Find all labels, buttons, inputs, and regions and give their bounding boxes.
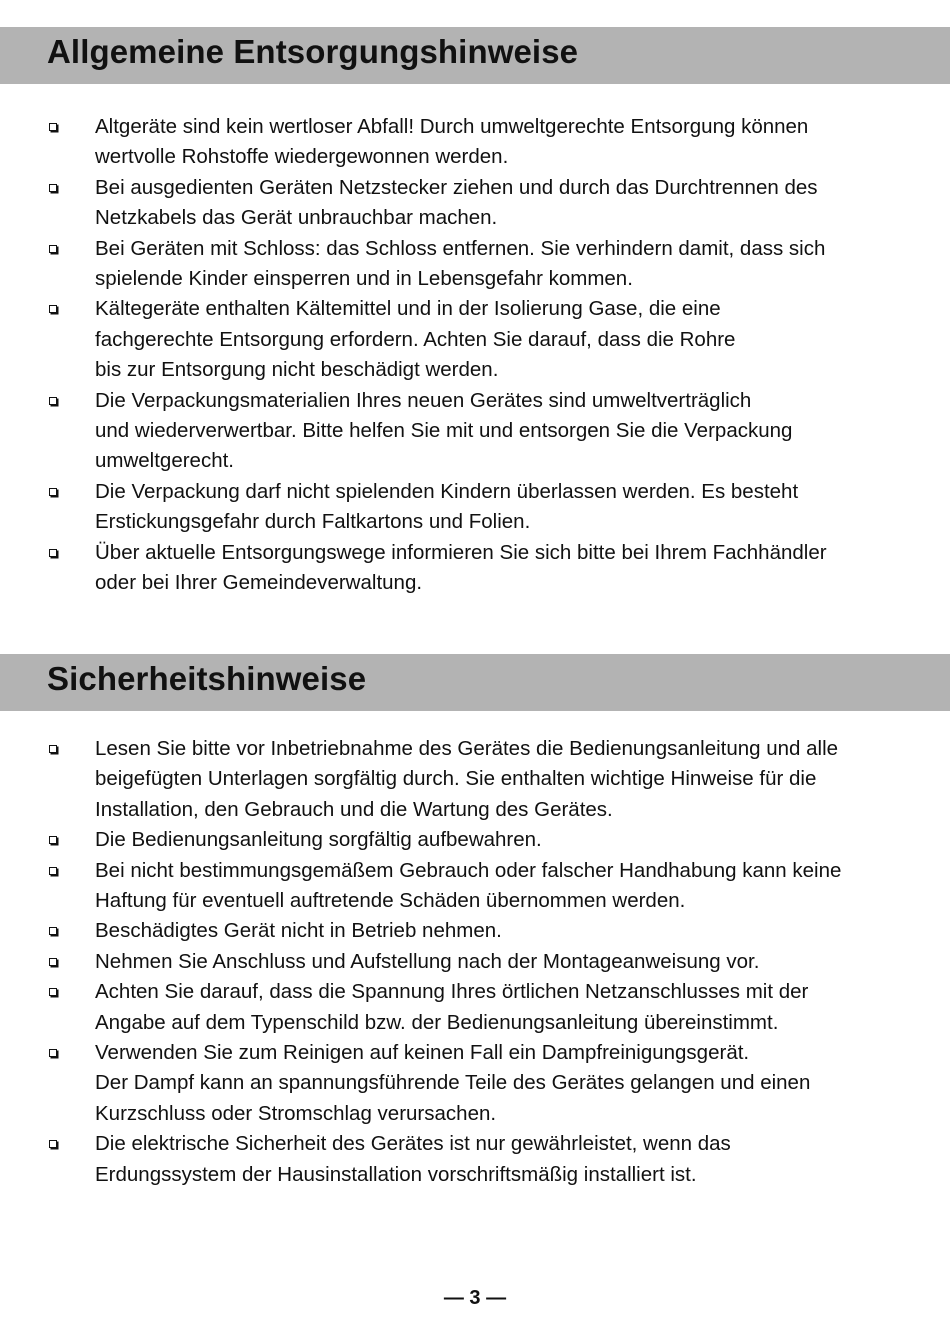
checkbox-square-icon	[49, 927, 57, 935]
list-item	[0, 1038, 950, 1129]
checkbox-square-icon	[49, 397, 57, 405]
list-item-text: Beschädigtes Gerät nicht in Betrieb nehmen.	[95, 919, 502, 943]
list-item	[0, 477, 950, 538]
list-item-text: Altgeräte sind kein wertloser Abfall! Durch umweltgerechte Entsorgung können wertvolle Rohstoffe wiedergewonnen werden.	[95, 115, 809, 169]
list-item	[0, 916, 950, 946]
section-header-safety	[0, 654, 950, 711]
checkbox-square-icon	[49, 867, 57, 875]
list-item-text: Bei nicht bestimmungsgemäßem Gebrauch oder falscher Handhabung kann keine Haftung für eventuell auftretende Schäden übernommen werden.	[95, 858, 842, 913]
list-item-text: Bei Geräten mit Schloss: das Schloss entfernen. Sie verhindern damit, dass sich spielende Kinder einsperren und in Lebensgefahr kommen.	[95, 236, 826, 291]
checkbox-square-icon	[49, 123, 57, 131]
list-item-text: Nehmen Sie Anschluss und Aufstellung nach der Montageanweisung vor.	[95, 949, 760, 973]
checkbox-square-icon	[49, 1140, 57, 1148]
checkbox-square-icon	[49, 245, 57, 253]
list-item	[0, 1129, 950, 1190]
checkbox-square-icon	[49, 988, 57, 996]
list-item-text: Achten Sie darauf, dass die Spannung Ihres örtlichen Netzanschlusses mit der Angabe auf dem Typenschild bzw. der Bedienungsanleitung übereinstimmt.	[95, 980, 809, 1034]
page-number: — 3 —	[443, 1287, 507, 1309]
list-item	[0, 386, 950, 477]
list-item	[0, 734, 950, 825]
list-item	[0, 173, 950, 234]
list-item-text: Die elektrische Sicherheit des Gerätes ist nur gewährleistet, wenn das Erdungssystem der Hausinstallation vorschriftsmäßig installiert ist.	[95, 1132, 731, 1186]
list-item	[0, 977, 950, 1038]
list-item	[0, 538, 950, 599]
checkbox-square-icon	[49, 836, 57, 844]
list-item-text: Bei ausgedienten Geräten Netzstecker ziehen und durch das Durchtrennen des Netzkabels das Gerät unbrauchbar machen.	[95, 175, 818, 230]
section-header-disposal	[0, 27, 950, 84]
disposal-list	[0, 112, 950, 599]
checkbox-square-icon	[49, 745, 57, 753]
section-title-safety: Sicherheitshinweise	[47, 660, 367, 697]
checkbox-square-icon	[49, 184, 57, 192]
checkbox-square-icon	[49, 958, 57, 966]
checkbox-square-icon	[49, 549, 57, 557]
list-item	[0, 112, 950, 173]
list-item-text: Die Bedienungsanleitung sorgfältig aufbewahren.	[95, 828, 542, 852]
list-item-text: Verwenden Sie zum Reinigen auf keinen Fall ein Dampfreinigungsgerät. Der Dampf kann an spannungsführende Teile des Gerätes gelangen und einen Kurzschluss oder Stromschlag verursachen.	[95, 1041, 811, 1125]
list-item-text: Die Verpackungsmaterialien Ihres neuen Gerätes sind umweltverträglich und wiederverwertbar. Bitte helfen Sie mit und entsorgen Sie die Verpackung umweltgerecht.	[95, 388, 793, 473]
safety-list	[0, 734, 950, 1190]
section-title-disposal: Allgemeine Entsorgungshinweise	[47, 33, 579, 70]
list-item-text: Kältegeräte enthalten Kältemittel und in der Isolierung Gase, die eine fachgerechte Entsorgung erfordern. Achten Sie darauf, dass die Rohre bis zur Entsorgung nicht beschädigt werden.	[95, 297, 736, 382]
list-item	[0, 825, 950, 855]
checkbox-square-icon	[49, 1049, 57, 1057]
checkbox-square-icon	[49, 488, 57, 496]
checkbox-square-icon	[49, 305, 57, 313]
list-item	[0, 856, 950, 917]
list-item	[0, 947, 950, 977]
list-item-text: Lesen Sie bitte vor Inbetriebnahme des Gerätes die Bedienungsanleitung und alle beigefügten Unterlagen sorgfältig durch. Sie enthalten wichtige Hinweise für die Installation, den Gebrauch und die Wartung des Gerätes.	[95, 737, 839, 821]
list-item	[0, 294, 950, 385]
list-item-text: Die Verpackung darf nicht spielenden Kindern überlassen werden. Es besteht Erstickungsgefahr durch Faltkartons und Folien.	[95, 479, 799, 534]
list-item	[0, 234, 950, 295]
list-item-text: Über aktuelle Entsorgungswege informieren Sie sich bitte bei Ihrem Fachhändler oder bei Ihrer Gemeindeverwaltung.	[95, 540, 827, 595]
